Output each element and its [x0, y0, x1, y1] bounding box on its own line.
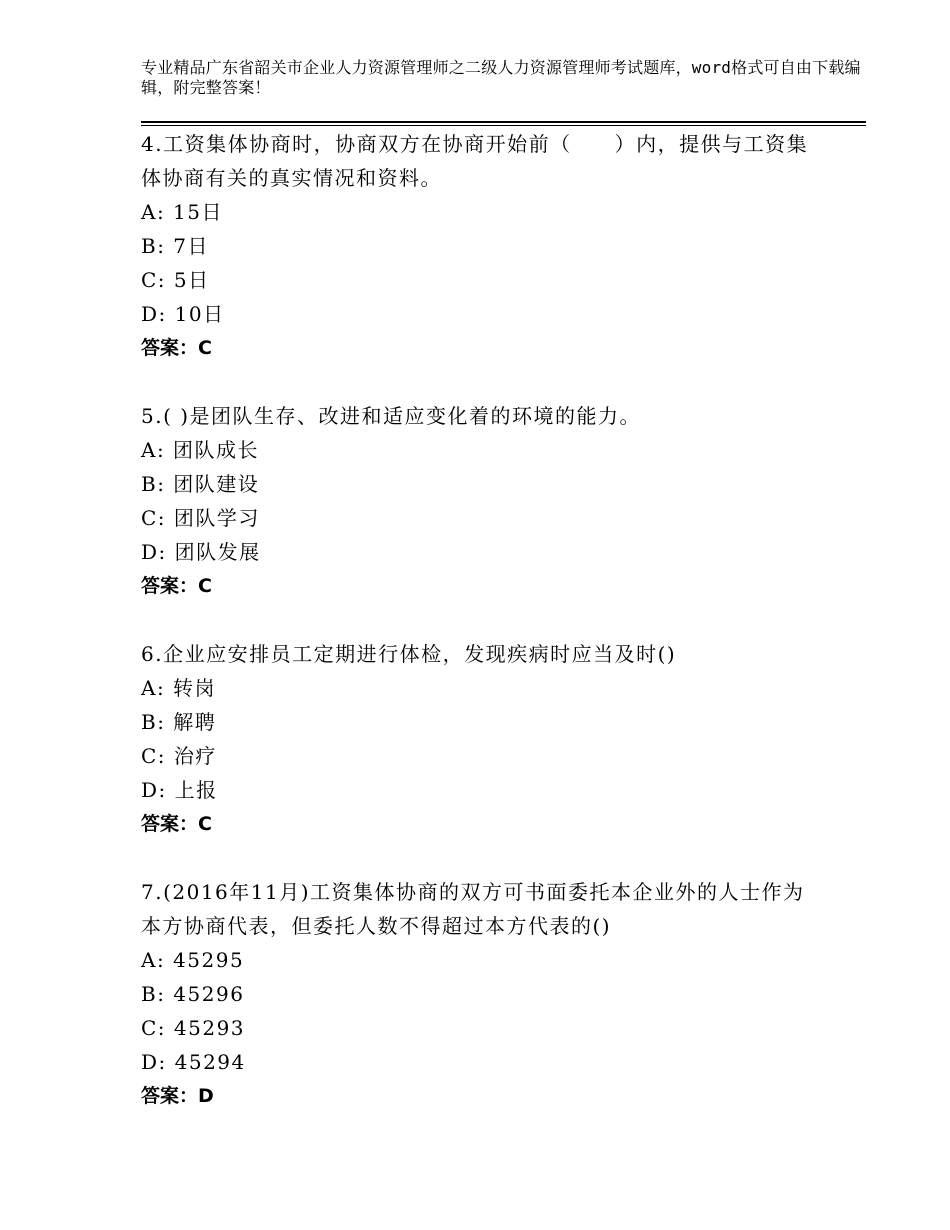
question-text: 6.企业应安排员工定期进行体检，发现疾病时应当及时()	[141, 642, 677, 666]
question-text: 5.( )是团队生存、改进和适应变化着的环境的能力。	[141, 404, 642, 428]
document-header: 专业精品广东省韶关市企业人力资源管理师之二级人力资源管理师考试题库，word格式可自由下载编辑，附完整答案！	[141, 58, 861, 97]
question-item	[141, 875, 866, 1113]
option-a: A: 团队成长	[141, 438, 260, 462]
option-c: C: 治疗	[141, 744, 217, 768]
option-d: D: 10日	[141, 302, 225, 326]
question-item	[141, 637, 866, 841]
option-b: B: 团队建设	[141, 472, 260, 496]
question-item	[141, 127, 866, 365]
question-text: 7.(2016年11月)工资集体协商的双方可书面委托本企业外的人士作为本方协商代表，但委托人数不得超过本方代表的()	[141, 880, 805, 938]
option-c: C: 团队学习	[141, 506, 260, 530]
answer-line: 答案：C	[141, 575, 212, 597]
option-b: B: 45296	[141, 982, 245, 1006]
option-a: A: 45295	[141, 948, 245, 972]
option-c: C: 5日	[141, 268, 210, 292]
answer-line: 答案：C	[141, 813, 212, 835]
option-b: B: 7日	[141, 234, 210, 258]
question-item	[141, 399, 866, 603]
question-text: 4.工资集体协商时，协商双方在协商开始前（ ）内，提供与工资集体协商有关的真实情况和资料。	[141, 132, 809, 190]
option-c: C: 45293	[141, 1016, 246, 1040]
option-a: A: 转岗	[141, 676, 217, 700]
question-list	[141, 127, 866, 1147]
option-a: A: 15日	[141, 200, 223, 224]
option-d: D: 上报	[141, 778, 218, 802]
header-divider	[141, 121, 866, 126]
answer-line: 答案：C	[141, 337, 212, 359]
answer-line: 答案：D	[141, 1085, 214, 1107]
option-d: D: 团队发展	[141, 540, 261, 564]
option-b: B: 解聘	[141, 710, 217, 734]
option-d: D: 45294	[141, 1050, 246, 1074]
